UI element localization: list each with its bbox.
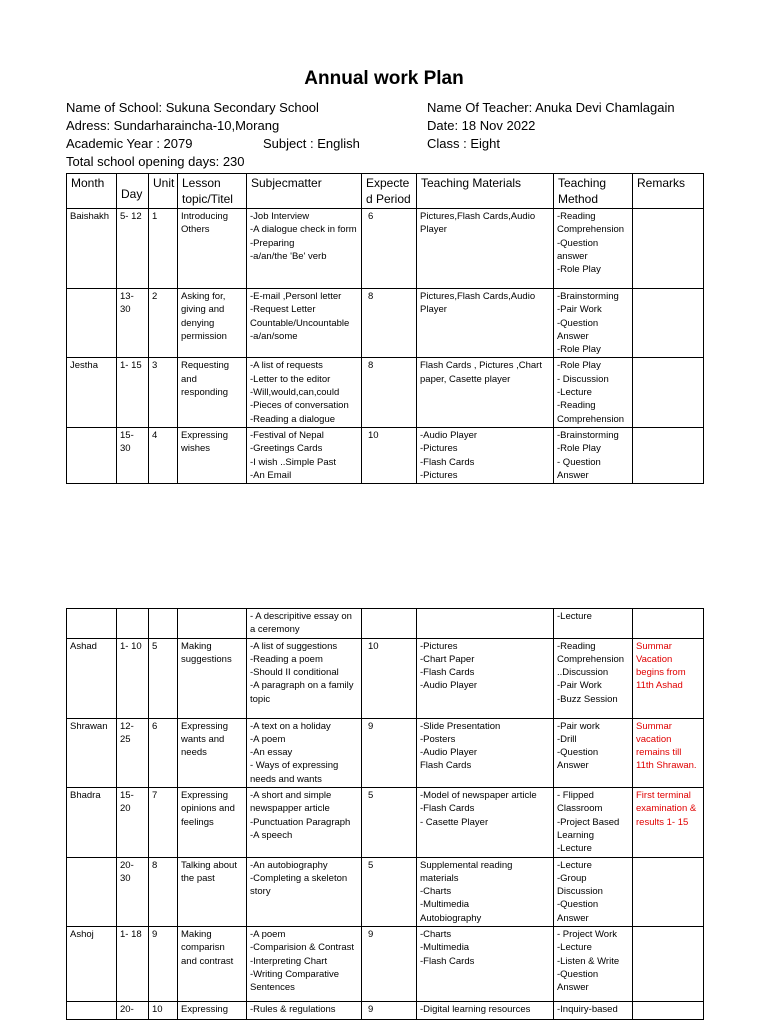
day-cell: 5- 12 [117, 209, 149, 289]
subject-matter-cell-line: -E-mail ,Personl letter [250, 291, 342, 302]
materials-cell-line: -Digital learning resources [420, 1004, 531, 1016]
materials-cell [417, 209, 554, 289]
lesson-cell: Talking about the past [178, 857, 247, 926]
method-cell-line: -Lecture [557, 387, 592, 399]
subject-matter-cell-line: -A dialogue check in form [250, 224, 357, 236]
header-teaching-materials: Teaching Materials [417, 174, 554, 209]
remarks-cell: Summar Vacation begins from 11th Ashad [633, 638, 704, 718]
subject-matter-cell-line: -a/an/some [250, 330, 298, 342]
period-cell [362, 609, 417, 639]
method-cell-line: -Lecture [557, 859, 592, 871]
materials-cell [417, 1002, 554, 1020]
method-cell-line: -Question Answer [557, 899, 599, 924]
method-cell [554, 427, 633, 483]
month-cell: Ashoj [67, 927, 117, 1002]
subject-matter-cell [247, 718, 362, 787]
month-cell [67, 289, 117, 358]
subject-matter-cell [247, 358, 362, 427]
remarks-cell [633, 927, 704, 1002]
table-row [67, 209, 704, 289]
remarks-cell [633, 289, 704, 358]
lesson-cell: Expressing [178, 1002, 247, 1020]
month-cell: Baishakh [67, 209, 117, 289]
subject-matter-cell-line: -Punctuation Paragraph [250, 816, 351, 828]
unit-cell: 8 [149, 857, 178, 926]
subject-matter-cell-line: -Interpreting Chart [250, 955, 328, 967]
day-cell: 20- [117, 1002, 149, 1020]
method-cell-line: ..Discussion [557, 667, 609, 679]
materials-cell-line: -Model of newspaper article [420, 790, 537, 802]
header-unit: Unit [149, 174, 178, 209]
method-cell-line: -Role Play [557, 264, 601, 276]
day-cell: 13- 30 [117, 289, 149, 358]
month-cell: Ashad [67, 638, 117, 718]
subject-matter-cell-line: -I wish ..Simple Past [250, 456, 337, 468]
unit-cell: 2 [149, 289, 178, 358]
method-cell-line: - Flipped Classroom [557, 790, 603, 815]
day-cell: 1- 15 [117, 358, 149, 427]
materials-cell-line: Autobiography [420, 912, 482, 924]
page-title: Annual work Plan [304, 68, 464, 89]
unit-cell [149, 609, 178, 639]
academic-year: Academic Year : 2079 [66, 136, 193, 151]
method-cell-line: -Pair work [557, 720, 600, 732]
remarks-cell: First terminal examination & results 1- 15 [633, 788, 704, 857]
subject-matter-cell-line: -An essay [250, 747, 293, 759]
lesson-cell: Expressing wants and needs [178, 718, 247, 787]
subject-matter-cell-line: -Comparision & Contrast [250, 942, 355, 954]
materials-cell [417, 927, 554, 1002]
method-cell-line: -Reading Comprehension [557, 211, 625, 236]
materials-cell-line: -Charts [420, 886, 452, 898]
day-cell: 12- 25 [117, 718, 149, 787]
class-name: Class : Eight [427, 136, 500, 151]
month-cell: Bhadra [67, 788, 117, 857]
materials-cell-line: -Posters [420, 733, 456, 745]
subject-matter-cell-line: -Writing Comparative Sentences [250, 968, 340, 994]
materials-cell [417, 609, 554, 639]
materials-cell [417, 857, 554, 926]
subject-matter-cell-line: -A speech [250, 829, 293, 841]
subject-matter-cell [247, 638, 362, 718]
day-cell: 1- 10 [117, 638, 149, 718]
materials-cell-line: -Pictures [420, 443, 458, 455]
subject-matter-cell-line: -Completing a skeleton story [250, 872, 348, 898]
lesson-cell: Expressing opinions and feelings [178, 788, 247, 857]
materials-cell-line: -Slide Presentation [420, 720, 501, 732]
materials-cell-line: -Multimedia [420, 899, 470, 911]
method-cell-line: -Role Play [557, 344, 601, 356]
subject-matter-cell-line: -Rules & regulations [250, 1004, 336, 1016]
materials-cell-line: -Audio Player [420, 747, 478, 759]
subject-matter-cell-line: -A short and simple newspapper article [250, 790, 332, 815]
method-cell-line: - Question Answer [557, 456, 601, 481]
method-cell-line: -Reading Comprehension [557, 640, 625, 665]
header-lesson: Lesson topic/Titel [178, 174, 247, 209]
subject-matter-cell-line: -A paragraph on a family topic [250, 680, 354, 705]
subject-matter-cell-line: -A list of requests [250, 360, 323, 372]
period-cell: 9 [362, 927, 417, 1002]
subject-matter-cell [247, 289, 362, 358]
unit-cell: 5 [149, 638, 178, 718]
subject-matter-cell-line: -Reading a poem [250, 653, 323, 665]
method-cell [554, 788, 633, 857]
remarks-cell [633, 609, 704, 639]
materials-cell-line: -Pictures [420, 640, 458, 652]
header-teaching-method: Teaching Method [554, 174, 633, 209]
month-cell [67, 1002, 117, 1020]
table-row [67, 358, 704, 427]
remarks-cell [633, 1002, 704, 1020]
month-cell [67, 427, 117, 483]
method-cell-line: -Question Answer [557, 317, 599, 342]
materials-cell [417, 638, 554, 718]
remarks-cell [633, 209, 704, 289]
month-cell: Shrawan [67, 718, 117, 787]
method-cell [554, 358, 633, 427]
subject-matter-cell-line: -Job Interview [250, 211, 310, 222]
method-cell-line: -Inquiry-based [557, 1004, 618, 1016]
method-cell-line: -Question Answer [557, 747, 599, 772]
subject-matter-cell-line: - Ways of expressing needs and wants [250, 760, 339, 785]
materials-cell-line: -Flash Cards [420, 456, 475, 468]
subject-matter-cell [247, 788, 362, 857]
header-month: Month [67, 174, 117, 209]
remarks-cell [633, 358, 704, 427]
work-plan-table-2 [66, 608, 704, 1020]
method-cell-line: - Discussion [557, 373, 609, 385]
table-row [67, 857, 704, 926]
subject-matter-cell-line: -Should II conditional [250, 667, 339, 679]
materials-cell-line: -Multimedia [420, 942, 470, 954]
method-cell-line: -Brainstorming [557, 429, 619, 441]
work-plan-table-1 [66, 173, 704, 484]
period-cell: 8 [362, 289, 417, 358]
subject-matter-cell-line: -a/an/the 'Be' verb [250, 250, 327, 262]
lesson-cell: Making comparisn and contrast [178, 927, 247, 1002]
unit-cell: 6 [149, 718, 178, 787]
materials-cell [417, 358, 554, 427]
materials-cell-line: -Audio Player [420, 680, 478, 692]
materials-cell-line: Supplemental reading materials [420, 859, 513, 884]
period-cell: 9 [362, 718, 417, 787]
table-row [67, 427, 704, 483]
day-cell: 1- 18 [117, 927, 149, 1002]
method-cell-line: -Lecture [557, 942, 592, 954]
subject-matter-cell-line: -Greetings Cards [250, 443, 323, 455]
table-row [67, 609, 704, 639]
materials-cell [417, 427, 554, 483]
subject-matter-cell [247, 927, 362, 1002]
period-cell: 5 [362, 857, 417, 926]
lesson-cell: Requesting and responding [178, 358, 247, 427]
method-cell [554, 857, 633, 926]
lesson-cell: Making suggestions [178, 638, 247, 718]
lesson-cell: Asking for, giving and denying permission [178, 289, 247, 358]
remarks-cell [633, 857, 704, 926]
day-cell: 20- 30 [117, 857, 149, 926]
subject-matter-cell-line: -An Email [250, 469, 292, 481]
method-cell-line: -Question Answer [557, 968, 599, 994]
method-cell [554, 609, 633, 639]
materials-cell-line: -Pictures [420, 469, 458, 481]
subject-matter-cell-line: -Reading a dialogue [250, 413, 336, 425]
method-cell-line: -Group Discussion [557, 872, 603, 898]
period-cell: 8 [362, 358, 417, 427]
subject-matter-cell-line: -Will,would,can,could [250, 387, 340, 399]
period-cell: 10 [362, 638, 417, 718]
materials-cell [417, 788, 554, 857]
materials-cell-line: -Charts [420, 929, 452, 941]
table-row [67, 927, 704, 1002]
period-cell: 9 [362, 1002, 417, 1020]
day-cell: 15- 20 [117, 788, 149, 857]
unit-cell: 3 [149, 358, 178, 427]
method-cell-line: -Lecture [557, 611, 592, 622]
materials-cell-line: -Chart Paper [420, 653, 475, 665]
header-subject-matter: Subjecmatter [247, 174, 362, 209]
unit-cell: 7 [149, 788, 178, 857]
subject-matter-cell-line: -Letter to the editor [250, 373, 331, 385]
method-cell [554, 1002, 633, 1020]
method-cell-line: - Project Work [557, 929, 618, 941]
subject-matter-cell-line: -An autobiography [250, 859, 328, 871]
subject-matter-cell-line: -Request Letter [250, 304, 316, 316]
method-cell-line: -Lecture [557, 843, 592, 855]
subject-name: Subject : English [263, 136, 360, 151]
materials-cell-line: Flash Cards , Pictures ,Chart paper, Casette player [420, 360, 542, 385]
method-cell-line: -Question answer [557, 237, 599, 262]
method-cell-line: -Brainstorming [557, 291, 619, 302]
table-row [67, 289, 704, 358]
method-cell-line: -Drill [557, 733, 577, 745]
table-row [67, 718, 704, 787]
materials-cell-line: -Flash Cards [420, 803, 475, 815]
header-remarks: Remarks [633, 174, 704, 209]
materials-cell [417, 718, 554, 787]
subject-matter-cell-line: -Preparing [250, 237, 295, 249]
lesson-cell: Expressing wishes [178, 427, 247, 483]
school-address: Adress: Sundarharaincha-10,Morang [66, 118, 280, 133]
unit-cell: 4 [149, 427, 178, 483]
subject-matter-cell-line: -Pieces of conversation [250, 400, 349, 412]
method-cell [554, 289, 633, 358]
method-cell-line: -Reading Comprehension [557, 400, 625, 425]
materials-cell [417, 289, 554, 358]
lesson-cell: Introducing Others [178, 209, 247, 289]
remarks-cell: Summar vacation remains till 11th Shrawan. [633, 718, 704, 787]
materials-cell-line: -Flash Cards [420, 955, 475, 967]
subject-matter-cell-line: -A poem [250, 733, 286, 745]
method-cell-line: -Pair Work [557, 680, 602, 692]
method-cell-line: -Pair Work [557, 304, 602, 316]
day-cell [117, 609, 149, 639]
method-cell-line: -Role Play [557, 443, 601, 455]
month-cell [67, 857, 117, 926]
materials-cell-line: -Flash Cards [420, 667, 475, 679]
month-cell [67, 609, 117, 639]
method-cell-line: -Project Based Learning [557, 816, 620, 841]
table-row [67, 638, 704, 718]
method-cell [554, 209, 633, 289]
subject-matter-cell-line: -A text on a holiday [250, 720, 331, 732]
materials-cell-line: Pictures,Flash Cards,Audio Player [420, 291, 536, 316]
header-day: Day [117, 174, 149, 209]
method-cell [554, 718, 633, 787]
subject-matter-cell [247, 427, 362, 483]
month-cell: Jestha [67, 358, 117, 427]
table-row [67, 788, 704, 857]
method-cell-line: -Role Play [557, 360, 601, 372]
subject-matter-cell-line: -Festival of Nepal [250, 429, 324, 441]
teacher-name: Name Of Teacher: Anuka Devi Chamlagain [427, 100, 675, 115]
opening-days: Total school opening days: 230 [66, 154, 245, 169]
subject-matter-cell [247, 857, 362, 926]
school-name: Name of School: Sukuna Secondary School [66, 100, 319, 115]
period-cell: 6 [362, 209, 417, 289]
materials-cell-line: Pictures,Flash Cards,Audio Player [420, 211, 536, 236]
day-cell: 15- 30 [117, 427, 149, 483]
subject-matter-cell-line: Countable/Uncountable [250, 317, 350, 329]
period-cell: 5 [362, 788, 417, 857]
subject-matter-cell-line: - A descripitive essay on a ceremony [250, 611, 352, 636]
method-cell [554, 638, 633, 718]
subject-matter-cell [247, 1002, 362, 1020]
subject-matter-cell-line: -A list of suggestions [250, 640, 338, 652]
materials-cell-line: -Audio Player [420, 429, 478, 441]
materials-cell-line: Flash Cards [420, 760, 472, 772]
unit-cell: 9 [149, 927, 178, 1002]
method-cell-line: -Listen & Write [557, 955, 620, 967]
subject-matter-cell-line: -A poem [250, 929, 286, 941]
materials-cell-line: - Casette Player [420, 816, 489, 828]
header-expected-period: Expecte d Period [362, 174, 417, 209]
subject-matter-cell [247, 609, 362, 639]
plan-date: Date: 18 Nov 2022 [427, 118, 536, 133]
remarks-cell [633, 427, 704, 483]
lesson-cell [178, 609, 247, 639]
subject-matter-cell [247, 209, 362, 289]
method-cell-line: -Buzz Session [557, 693, 618, 705]
unit-cell: 1 [149, 209, 178, 289]
unit-cell: 10 [149, 1002, 178, 1020]
table-row [67, 1002, 704, 1020]
period-cell: 10 [362, 427, 417, 483]
method-cell [554, 927, 633, 1002]
